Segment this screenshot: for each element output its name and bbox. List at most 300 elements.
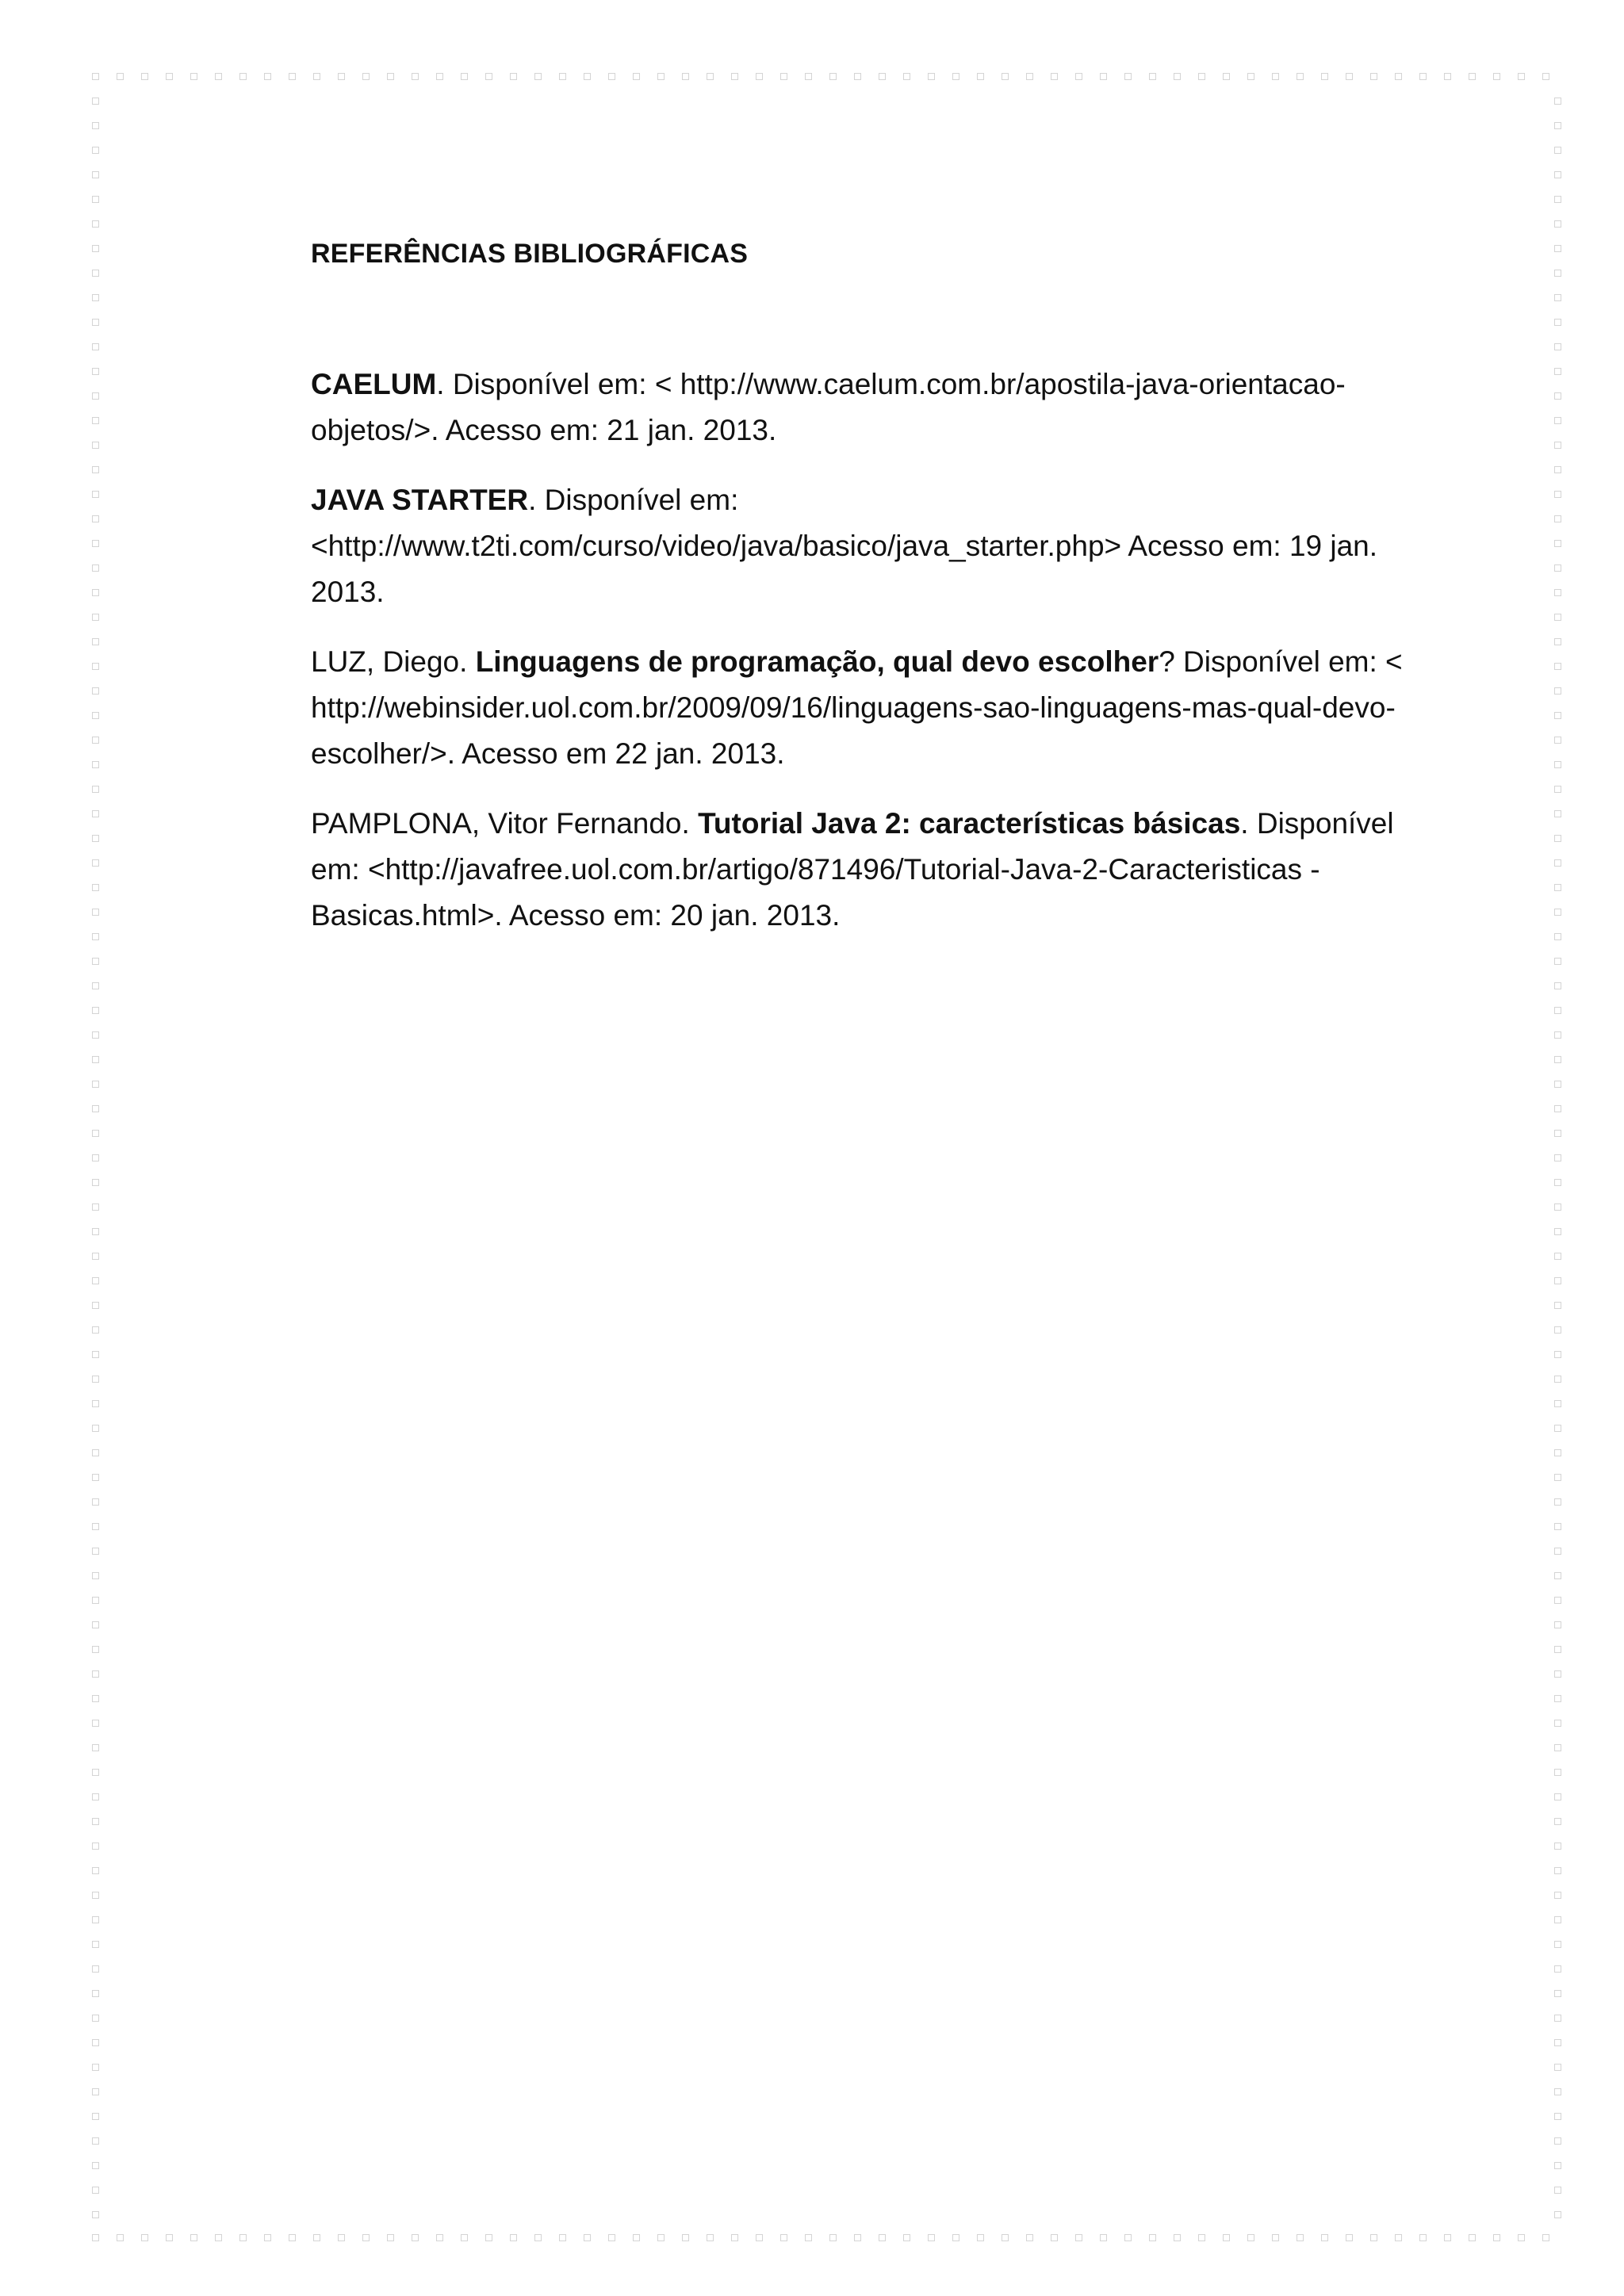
border-square (829, 2234, 837, 2241)
border-square (1002, 73, 1009, 80)
border-square (559, 73, 566, 80)
border-square (190, 73, 197, 80)
border-square (1444, 2234, 1451, 2241)
border-square (92, 1548, 99, 1555)
reference-details: . Disponível em: <http://www.t2ti.com/curso/video/java/basico/java_starter.php> Acesso em: 19 jan. 2013. (311, 484, 1378, 608)
border-square (1554, 319, 1561, 326)
border-square (756, 2234, 763, 2241)
border-square (879, 2234, 886, 2241)
border-square (952, 2234, 959, 2241)
border-square (1554, 614, 1561, 621)
border-square (338, 73, 345, 80)
reference-entry (311, 477, 1413, 615)
border-square (1554, 1179, 1561, 1186)
border-square (190, 2234, 197, 2241)
border-square (854, 73, 861, 80)
border-square (117, 2234, 124, 2241)
border-square (1518, 73, 1525, 80)
reference-title: CAELUM (311, 368, 437, 400)
border-square (141, 2234, 148, 2241)
border-square (1554, 564, 1561, 572)
border-square (92, 859, 99, 867)
border-square (313, 2234, 320, 2241)
border-square (633, 73, 640, 80)
border-square (92, 2137, 99, 2145)
border-square (92, 1498, 99, 1506)
border-square (92, 1572, 99, 1579)
border-square (928, 73, 935, 80)
border-square (731, 73, 738, 80)
border-square (461, 2234, 468, 2241)
border-square (92, 1621, 99, 1628)
border-square (92, 1523, 99, 1530)
border-square (338, 2234, 345, 2241)
border-square (1554, 1892, 1561, 1899)
border-square (1554, 982, 1561, 989)
border-square (92, 835, 99, 842)
border-square (1370, 2234, 1377, 2241)
border-square (1469, 73, 1476, 80)
border-square (92, 564, 99, 572)
border-square (92, 270, 99, 277)
border-square (1124, 2234, 1132, 2241)
border-square (92, 2015, 99, 2022)
border-square (92, 392, 99, 400)
border-square (92, 909, 99, 916)
border-square (1554, 1695, 1561, 1702)
reference-author: PAMPLONA, Vitor Fernando. (311, 807, 699, 840)
border-square (1444, 73, 1451, 80)
border-square (1554, 835, 1561, 842)
border-square (485, 73, 492, 80)
border-square (1542, 2234, 1549, 2241)
border-square (1321, 2234, 1328, 2241)
reference-title: Linguagens de programação, qual devo escolher (475, 645, 1159, 678)
border-square (1493, 73, 1500, 80)
border-square (657, 2234, 665, 2241)
border-square (1554, 1277, 1561, 1284)
border-square (313, 73, 320, 80)
border-square (1554, 1916, 1561, 1923)
border-square (1542, 73, 1549, 80)
border-square (92, 1769, 99, 1776)
border-square (1554, 933, 1561, 940)
border-square (92, 982, 99, 989)
border-square (1493, 2234, 1500, 2241)
border-square (92, 1670, 99, 1678)
border-square (92, 737, 99, 744)
border-square (1272, 73, 1279, 80)
border-square (1174, 2234, 1181, 2241)
border-square (92, 1597, 99, 1604)
border-square (1554, 1744, 1561, 1751)
border-square (1518, 2234, 1525, 2241)
border-square (92, 1203, 99, 1211)
border-square (510, 2234, 517, 2241)
border-square (1469, 2234, 1476, 2241)
border-square (1075, 2234, 1082, 2241)
border-square (1124, 73, 1132, 80)
border-square (682, 2234, 689, 2241)
border-square (1554, 1646, 1561, 1653)
border-square (534, 2234, 542, 2241)
border-square (92, 2039, 99, 2046)
border-square (1554, 663, 1561, 670)
border-square (92, 2234, 99, 2241)
border-square (1554, 1867, 1561, 1874)
reference-entry (311, 362, 1413, 453)
border-square (166, 73, 173, 80)
border-square (1554, 1203, 1561, 1211)
border-square (1051, 73, 1058, 80)
border-square (903, 2234, 910, 2241)
border-square (92, 1892, 99, 1899)
border-square (92, 98, 99, 105)
border-square (461, 73, 468, 80)
border-square (92, 638, 99, 645)
border-square (92, 2088, 99, 2095)
border-square (92, 1056, 99, 1063)
border-square (1554, 1597, 1561, 1604)
border-square (510, 73, 517, 80)
border-square (92, 1843, 99, 1850)
border-square (92, 1449, 99, 1456)
border-square (92, 1990, 99, 1997)
border-square (1198, 73, 1205, 80)
border-square (657, 73, 665, 80)
border-square (1554, 1007, 1561, 1014)
border-square (1554, 589, 1561, 596)
border-square (1554, 2015, 1561, 2022)
border-square (289, 2234, 296, 2241)
border-square (1419, 73, 1427, 80)
border-square (1554, 1400, 1561, 1407)
border-square (1554, 245, 1561, 252)
border-square (92, 1695, 99, 1702)
border-square (289, 73, 296, 80)
border-square (92, 2064, 99, 2071)
border-square (92, 147, 99, 154)
border-square (92, 122, 99, 129)
border-square (608, 2234, 615, 2241)
border-square (92, 663, 99, 670)
border-square (1395, 2234, 1402, 2241)
border-square (92, 712, 99, 719)
reference-details: ? Disponível em: < http://webinsider.uol.com.br/2009/09/16/linguagens-sao-linguagens-mas-qual-devo-escolher/>. Acesso em 22 jan. 2013. (311, 645, 1403, 770)
border-square (1554, 859, 1561, 867)
border-square (485, 2234, 492, 2241)
border-square (92, 1179, 99, 1186)
border-square (92, 1154, 99, 1161)
border-square (707, 2234, 714, 2241)
border-square (412, 73, 419, 80)
border-square (1554, 1720, 1561, 1727)
border-square (92, 1007, 99, 1014)
border-square (92, 786, 99, 793)
border-square (92, 466, 99, 473)
border-square (1554, 1105, 1561, 1112)
border-square (92, 1744, 99, 1751)
reference-title: Tutorial Java 2: características básicas (698, 807, 1241, 840)
border-square (1026, 73, 1033, 80)
border-square (1554, 1228, 1561, 1235)
border-square (1554, 2187, 1561, 2194)
border-square (1554, 1253, 1561, 1260)
border-square (92, 1326, 99, 1334)
border-square (92, 958, 99, 965)
border-square (1554, 1670, 1561, 1678)
reference-details: . Disponível em: <http://javafree.uol.com.br/artigo/871496/Tutorial-Java-2-Caracteristicas -Basicas.html>. Acesso em: 20 jan. 2013. (311, 807, 1394, 932)
border-square (215, 73, 222, 80)
border-square (1554, 712, 1561, 719)
border-square (92, 1228, 99, 1235)
border-square (1419, 2234, 1427, 2241)
border-square (903, 73, 910, 80)
border-square (1149, 73, 1156, 80)
border-square (952, 73, 959, 80)
border-square (805, 73, 812, 80)
border-square (633, 2234, 640, 2241)
border-square (92, 540, 99, 547)
border-square (92, 196, 99, 203)
border-square (92, 614, 99, 621)
border-square (707, 73, 714, 80)
border-square (92, 687, 99, 695)
border-square (731, 2234, 738, 2241)
border-square (1198, 2234, 1205, 2241)
border-square (215, 2234, 222, 2241)
border-square (1370, 73, 1377, 80)
border-square (1554, 1130, 1561, 1137)
border-square (92, 245, 99, 252)
border-square (1346, 2234, 1353, 2241)
border-square (92, 1031, 99, 1039)
border-square (1554, 1572, 1561, 1579)
reference-details: . Disponível em: < http://www.caelum.com.br/apostila-java-orientacao-objetos/>. Acesso em: 21 jan. 2013. (311, 368, 1346, 446)
border-square (1554, 810, 1561, 817)
border-square (1554, 196, 1561, 203)
document-content (311, 230, 1413, 962)
border-square (92, 1400, 99, 1407)
border-square (92, 2187, 99, 2194)
border-square (1554, 2137, 1561, 2145)
border-square (92, 2113, 99, 2120)
border-square (264, 73, 271, 80)
border-square (412, 2234, 419, 2241)
border-square (92, 2211, 99, 2218)
border-square (1554, 343, 1561, 350)
border-square (1554, 220, 1561, 228)
border-square (92, 1916, 99, 1923)
border-square (879, 73, 886, 80)
border-square (608, 73, 615, 80)
border-square (1100, 73, 1107, 80)
border-square (387, 73, 394, 80)
border-square (92, 1351, 99, 1358)
border-square (1002, 2234, 1009, 2241)
border-square (92, 589, 99, 596)
border-square (780, 2234, 787, 2241)
border-square (1554, 1302, 1561, 1309)
border-square (1554, 1154, 1561, 1161)
border-square (1223, 2234, 1230, 2241)
border-square (1346, 73, 1353, 80)
border-square (92, 442, 99, 449)
page-title: REFERÊNCIAS BIBLIOGRÁFICAS (311, 239, 749, 269)
border-square (1554, 98, 1561, 105)
border-square (387, 2234, 394, 2241)
border-square (584, 2234, 591, 2241)
border-square (534, 73, 542, 80)
border-square (780, 73, 787, 80)
border-square (1247, 2234, 1254, 2241)
border-square (1554, 1818, 1561, 1825)
border-square (1149, 2234, 1156, 2241)
border-square (92, 491, 99, 498)
border-square (1554, 1941, 1561, 1948)
border-square (1554, 1769, 1561, 1776)
border-square (1554, 1081, 1561, 1088)
reference-entry (311, 639, 1413, 777)
border-square (92, 1425, 99, 1432)
border-square (92, 933, 99, 940)
border-square (1554, 392, 1561, 400)
border-square (1223, 73, 1230, 80)
border-square (436, 2234, 443, 2241)
border-square (92, 1253, 99, 1260)
border-square (436, 73, 443, 80)
border-square (1321, 73, 1328, 80)
border-square (92, 1965, 99, 1973)
border-square (1554, 1326, 1561, 1334)
reference-title: JAVA STARTER (311, 484, 529, 516)
border-square (92, 1474, 99, 1481)
border-square (1174, 73, 1181, 80)
border-square (1554, 1351, 1561, 1358)
border-square (92, 884, 99, 891)
border-square (264, 2234, 271, 2241)
reference-list (311, 362, 1413, 939)
border-square (1554, 442, 1561, 449)
border-square (1554, 540, 1561, 547)
border-square (92, 220, 99, 228)
reference-entry (311, 801, 1413, 939)
border-square (92, 810, 99, 817)
border-square (92, 1941, 99, 1948)
border-square (1075, 73, 1082, 80)
border-square (92, 2162, 99, 2169)
border-square (1554, 1056, 1561, 1063)
border-square (92, 1081, 99, 1088)
border-square (1554, 1990, 1561, 1997)
border-square (1554, 2162, 1561, 2169)
border-square (977, 2234, 984, 2241)
border-square (1554, 1548, 1561, 1555)
border-square (362, 2234, 370, 2241)
border-square (1554, 171, 1561, 178)
border-square (1554, 491, 1561, 498)
border-square (92, 1646, 99, 1653)
border-square (92, 417, 99, 424)
border-square (117, 73, 124, 80)
border-square (92, 1818, 99, 1825)
border-square (1026, 2234, 1033, 2241)
border-square (92, 319, 99, 326)
border-square (854, 2234, 861, 2241)
border-square (1100, 2234, 1107, 2241)
border-square (559, 2234, 566, 2241)
border-square (1554, 638, 1561, 645)
border-square (92, 515, 99, 522)
border-square (1395, 73, 1402, 80)
border-square (977, 73, 984, 80)
border-square (1297, 2234, 1304, 2241)
border-square (239, 2234, 247, 2241)
border-square (92, 1867, 99, 1874)
border-square (92, 761, 99, 768)
border-square (682, 73, 689, 80)
border-square (1554, 2039, 1561, 2046)
border-square (1554, 737, 1561, 744)
border-square (1554, 2064, 1561, 2071)
border-square (1554, 2088, 1561, 2095)
border-square (92, 1793, 99, 1800)
border-square (1554, 909, 1561, 916)
border-square (1554, 1793, 1561, 1800)
border-square (1554, 884, 1561, 891)
border-square (92, 368, 99, 375)
border-square (92, 1376, 99, 1383)
border-square (1247, 73, 1254, 80)
border-square (1554, 270, 1561, 277)
border-square (362, 73, 370, 80)
border-square (92, 171, 99, 178)
border-square (829, 73, 837, 80)
border-square (1554, 958, 1561, 965)
border-square (756, 73, 763, 80)
border-square (1554, 2211, 1561, 2218)
border-square (1554, 1474, 1561, 1481)
border-square (92, 1720, 99, 1727)
border-square (1554, 466, 1561, 473)
border-square (1554, 515, 1561, 522)
border-square (1554, 1498, 1561, 1506)
border-square (239, 73, 247, 80)
border-square (1554, 1376, 1561, 1383)
border-square (1554, 786, 1561, 793)
border-square (1297, 73, 1304, 80)
border-square (1554, 147, 1561, 154)
border-square (1272, 2234, 1279, 2241)
border-square (928, 2234, 935, 2241)
border-square (1554, 1425, 1561, 1432)
border-square (805, 2234, 812, 2241)
border-square (584, 73, 591, 80)
border-square (1554, 1031, 1561, 1039)
border-square (92, 73, 99, 80)
border-square (166, 2234, 173, 2241)
border-square (92, 1130, 99, 1137)
border-square (1554, 761, 1561, 768)
border-square (1554, 368, 1561, 375)
border-square (1554, 1621, 1561, 1628)
reference-author: LUZ, Diego. (311, 645, 476, 678)
border-square (1554, 1843, 1561, 1850)
border-square (141, 73, 148, 80)
border-square (1554, 2113, 1561, 2120)
border-square (1554, 122, 1561, 129)
border-square (1554, 687, 1561, 695)
